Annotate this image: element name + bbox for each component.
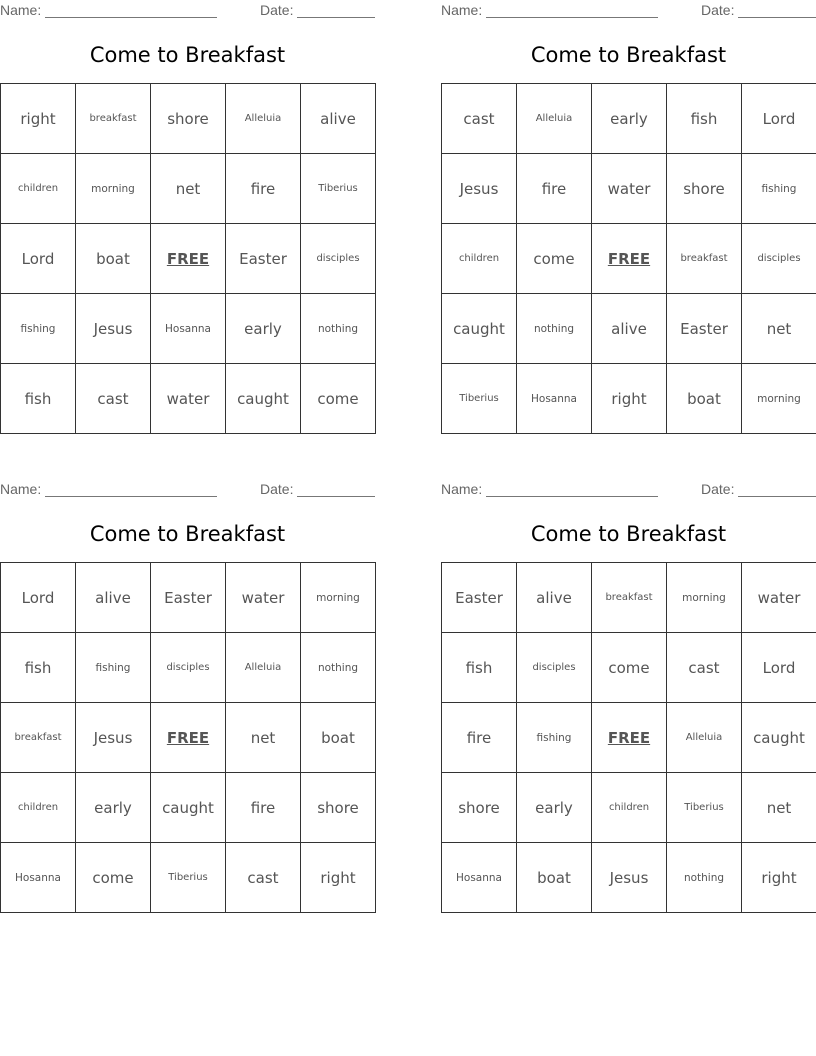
card-header	[0, 0, 375, 22]
grid-cell: net	[742, 294, 816, 364]
grid-row	[1, 294, 376, 364]
name-label: Name:	[0, 481, 42, 497]
grid-cell: alive	[76, 563, 151, 633]
name-label: Name:	[0, 2, 42, 18]
grid-row	[1, 773, 376, 843]
grid-cell: cast	[226, 843, 301, 913]
grid-cell: caught	[226, 364, 301, 434]
card-title: Come to Breakfast	[89, 522, 286, 546]
grid-cell: water	[742, 563, 816, 633]
grid-cell: Lord	[1, 224, 76, 294]
card-title: Come to Breakfast	[89, 43, 286, 67]
grid-row	[442, 633, 816, 703]
grid-row	[1, 154, 376, 224]
date-field[interactable]	[260, 2, 375, 18]
card-header	[441, 0, 816, 22]
grid-cell: alive	[517, 563, 592, 633]
grid-cell: Lord	[1, 563, 76, 633]
grid-cell: breakfast	[1, 703, 76, 773]
grid-row	[442, 364, 816, 434]
grid-cell: shore	[151, 84, 226, 154]
grid-cell: cast	[76, 364, 151, 434]
grid-cell: fire	[226, 773, 301, 843]
grid-row	[442, 84, 816, 154]
grid-cell: net	[151, 154, 226, 224]
grid-row	[442, 703, 816, 773]
grid-cell: right	[1, 84, 76, 154]
grid-cell: Lord	[742, 633, 816, 703]
grid-cell: shore	[301, 773, 376, 843]
grid-cell: Tiberius	[442, 364, 517, 434]
grid-cell: fishing	[517, 703, 592, 773]
grid-row	[1, 84, 376, 154]
date-blank-line[interactable]	[738, 3, 816, 18]
grid-cell: fire	[442, 703, 517, 773]
grid-row	[442, 843, 816, 913]
name-blank-line[interactable]	[486, 482, 658, 497]
date-blank-line[interactable]	[297, 482, 375, 497]
grid-row	[1, 703, 376, 773]
grid-cell: Alleluia	[226, 84, 301, 154]
grid-row	[1, 364, 376, 434]
grid-cell: breakfast	[76, 84, 151, 154]
grid-cell: Tiberius	[151, 843, 226, 913]
grid-cell: children	[592, 773, 667, 843]
grid-cell: shore	[442, 773, 517, 843]
grid-cell: morning	[301, 563, 376, 633]
grid-cell: fire	[226, 154, 301, 224]
grid-cell: breakfast	[592, 563, 667, 633]
grid-cell: Lord	[742, 84, 816, 154]
name-field[interactable]	[441, 481, 658, 497]
grid-cell: fishing	[76, 633, 151, 703]
grid-cell: net	[742, 773, 816, 843]
name-field[interactable]	[441, 2, 658, 18]
bingo-card-3	[0, 479, 375, 913]
grid-cell: early	[592, 84, 667, 154]
grid-row	[1, 563, 376, 633]
date-label: Date:	[701, 481, 735, 497]
grid-cell: caught	[151, 773, 226, 843]
grid-cell: children	[442, 224, 517, 294]
bingo-grid	[441, 562, 816, 913]
grid-row	[1, 633, 376, 703]
grid-cell: nothing	[667, 843, 742, 913]
date-field[interactable]	[260, 481, 375, 497]
grid-cell: right	[301, 843, 376, 913]
grid-row	[442, 773, 816, 843]
grid-cell: Alleluia	[667, 703, 742, 773]
bingo-card-2	[441, 0, 816, 434]
date-label: Date:	[260, 2, 294, 18]
grid-cell: Hosanna	[517, 364, 592, 434]
grid-cell: come	[592, 633, 667, 703]
grid-cell: children	[1, 773, 76, 843]
grid-cell: Jesus	[442, 154, 517, 224]
grid-cell: Hosanna	[442, 843, 517, 913]
bingo-grid	[441, 83, 816, 434]
grid-cell: alive	[301, 84, 376, 154]
grid-cell: shore	[667, 154, 742, 224]
bingo-grid	[0, 562, 376, 913]
grid-cell: Tiberius	[667, 773, 742, 843]
grid-cell: morning	[742, 364, 816, 434]
grid-cell: Easter	[667, 294, 742, 364]
grid-cell: net	[226, 703, 301, 773]
grid-cell: disciples	[151, 633, 226, 703]
card-header	[0, 479, 375, 501]
card-header	[441, 479, 816, 501]
grid-cell: fish	[1, 633, 76, 703]
date-field[interactable]	[701, 2, 816, 18]
date-field[interactable]	[701, 481, 816, 497]
name-label: Name:	[441, 2, 483, 18]
date-label: Date:	[701, 2, 735, 18]
grid-cell: cast	[442, 84, 517, 154]
grid-cell: come	[76, 843, 151, 913]
grid-cell: nothing	[517, 294, 592, 364]
grid-cell: boat	[517, 843, 592, 913]
card-title: Come to Breakfast	[530, 522, 727, 546]
grid-row	[1, 224, 376, 294]
grid-cell: disciples	[742, 224, 816, 294]
grid-cell: water	[592, 154, 667, 224]
grid-cell: Tiberius	[301, 154, 376, 224]
grid-cell: disciples	[517, 633, 592, 703]
free-space-cell: FREE	[151, 703, 226, 773]
grid-cell: nothing	[301, 633, 376, 703]
grid-cell: water	[226, 563, 301, 633]
grid-row	[442, 563, 816, 633]
grid-row	[442, 224, 816, 294]
grid-cell: fish	[442, 633, 517, 703]
grid-cell: boat	[301, 703, 376, 773]
grid-cell: come	[517, 224, 592, 294]
grid-cell: Jesus	[76, 294, 151, 364]
card-title: Come to Breakfast	[530, 43, 727, 67]
name-blank-line[interactable]	[45, 3, 217, 18]
grid-row	[442, 294, 816, 364]
grid-cell: boat	[667, 364, 742, 434]
name-field[interactable]	[0, 2, 217, 18]
free-space-cell: FREE	[592, 224, 667, 294]
grid-cell: Hosanna	[1, 843, 76, 913]
date-label: Date:	[260, 481, 294, 497]
grid-cell: Hosanna	[151, 294, 226, 364]
date-blank-line[interactable]	[297, 3, 375, 18]
free-space-cell: FREE	[592, 703, 667, 773]
bingo-card-1	[0, 0, 375, 434]
name-label: Name:	[441, 481, 483, 497]
grid-cell: alive	[592, 294, 667, 364]
grid-cell: Alleluia	[517, 84, 592, 154]
grid-cell: Easter	[442, 563, 517, 633]
grid-cell: disciples	[301, 224, 376, 294]
grid-cell: fish	[667, 84, 742, 154]
grid-cell: caught	[442, 294, 517, 364]
grid-cell: early	[76, 773, 151, 843]
grid-cell: cast	[667, 633, 742, 703]
grid-cell: nothing	[301, 294, 376, 364]
name-field[interactable]	[0, 481, 217, 497]
grid-cell: early	[226, 294, 301, 364]
grid-cell: fishing	[1, 294, 76, 364]
grid-cell: children	[1, 154, 76, 224]
grid-cell: early	[517, 773, 592, 843]
grid-cell: Easter	[226, 224, 301, 294]
grid-cell: right	[592, 364, 667, 434]
bingo-grid	[0, 83, 376, 434]
grid-cell: come	[301, 364, 376, 434]
grid-cell: fish	[1, 364, 76, 434]
bingo-card-4	[441, 479, 816, 913]
grid-cell: boat	[76, 224, 151, 294]
grid-cell: caught	[742, 703, 816, 773]
grid-cell: morning	[76, 154, 151, 224]
grid-cell: fishing	[742, 154, 816, 224]
grid-cell: breakfast	[667, 224, 742, 294]
grid-cell: fire	[517, 154, 592, 224]
date-blank-line[interactable]	[738, 482, 816, 497]
grid-cell: Jesus	[592, 843, 667, 913]
grid-cell: morning	[667, 563, 742, 633]
free-space-cell: FREE	[151, 224, 226, 294]
grid-row	[1, 843, 376, 913]
name-blank-line[interactable]	[486, 3, 658, 18]
grid-cell: right	[742, 843, 816, 913]
grid-cell: Alleluia	[226, 633, 301, 703]
grid-cell: Easter	[151, 563, 226, 633]
name-blank-line[interactable]	[45, 482, 217, 497]
grid-row	[442, 154, 816, 224]
grid-cell: water	[151, 364, 226, 434]
grid-cell: Jesus	[76, 703, 151, 773]
